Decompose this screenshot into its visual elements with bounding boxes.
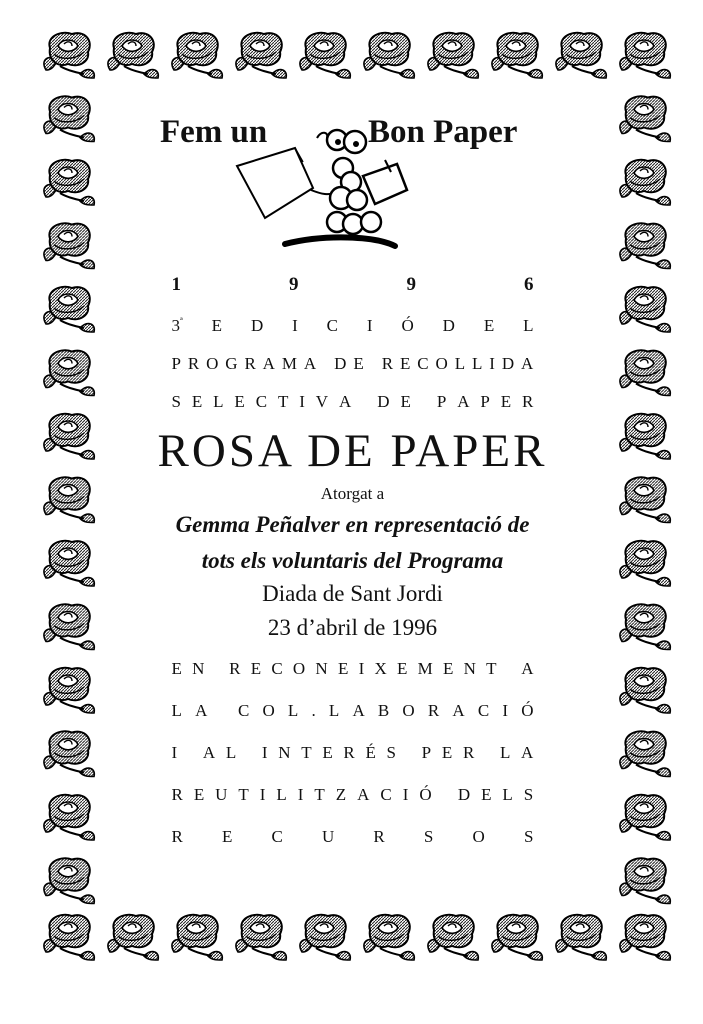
rose-icon	[620, 731, 670, 776]
rose-icon	[556, 915, 606, 960]
year-char: 1	[171, 274, 181, 295]
recognition-char: T	[314, 785, 325, 805]
recognition-char: R	[462, 743, 475, 763]
recognition-char	[443, 785, 447, 805]
edition-line	[172, 316, 534, 336]
rose-icon	[620, 858, 670, 903]
rose-icon	[492, 915, 542, 960]
selective-char: E	[400, 392, 411, 411]
rose-icon	[44, 477, 94, 522]
program-char: O	[435, 354, 448, 373]
edition-char: C	[326, 316, 339, 335]
program-char: G	[225, 354, 238, 373]
rose-icon	[428, 915, 478, 960]
recognition-char: P	[421, 743, 432, 763]
recognition-char: E	[250, 659, 262, 679]
rose-icon	[300, 33, 350, 78]
rose-icon	[620, 223, 670, 268]
recognition-line	[172, 827, 534, 847]
recognition-char: I	[502, 701, 509, 721]
recognition-char: L	[287, 701, 299, 721]
program-char: I	[489, 354, 495, 373]
recognition-char: S	[423, 827, 434, 847]
rose-icon	[364, 915, 414, 960]
recognition-char	[221, 701, 225, 721]
recognition-char: O	[262, 701, 275, 721]
logo	[125, 108, 580, 258]
program-char: O	[206, 354, 219, 373]
recognition-char: U	[322, 827, 335, 847]
rose-icon	[172, 915, 222, 960]
program-char: M	[281, 354, 297, 373]
recognition-line	[172, 743, 534, 763]
recognition-char: E	[481, 785, 492, 805]
recognition-char: R	[373, 827, 385, 847]
recognition-line	[172, 659, 534, 679]
rose-icon	[44, 287, 94, 332]
program-char: L	[454, 354, 466, 373]
recognition-char: T	[238, 785, 249, 805]
recognition-char: B	[377, 701, 390, 721]
year-char: 6	[524, 274, 534, 295]
recognition-char: A	[195, 701, 208, 721]
rose-icon	[44, 541, 94, 586]
recognition-char: C	[477, 701, 490, 721]
event-date: 23 d’abril de 1996	[267, 615, 438, 641]
recognition-char: I	[171, 743, 178, 763]
recognition-char: Z	[335, 785, 347, 805]
recognition-char: U	[215, 785, 228, 805]
recognition-char: S	[523, 827, 534, 847]
recognition-char: E	[337, 659, 349, 679]
selective-char	[362, 392, 366, 412]
edition-char: Ó	[401, 316, 414, 335]
recognition-char: C	[380, 785, 392, 805]
recognition-char: L	[499, 743, 511, 763]
rose-icon	[44, 731, 94, 776]
rose-icon	[44, 858, 94, 903]
recognition-char: T	[486, 659, 497, 679]
edition-ordinal: ª	[180, 316, 183, 328]
recognition-char: N	[463, 659, 476, 679]
program-char: C	[417, 354, 429, 373]
recognition-char	[485, 743, 489, 763]
recognition-char: R	[171, 785, 183, 805]
program-char: P	[171, 354, 181, 373]
program-char	[371, 354, 375, 374]
recognition-char: S	[386, 743, 397, 763]
recognition-char: L	[171, 701, 182, 721]
selective-char: P	[436, 392, 447, 411]
recognition-char	[247, 743, 251, 763]
recognition-char: C	[271, 827, 283, 847]
year-line	[172, 274, 534, 296]
recognition-char: R	[171, 827, 183, 847]
recognition-char: E	[396, 659, 408, 679]
program-char: D	[334, 354, 347, 373]
rose-icon	[620, 160, 670, 205]
recognition-char: É	[365, 743, 376, 763]
rose-icon	[364, 33, 414, 78]
recognition-char: I	[261, 743, 268, 763]
recognition-char: E	[441, 743, 453, 763]
selective-char: E	[500, 392, 512, 411]
rose-icon	[44, 160, 94, 205]
recognition-char: A	[357, 785, 370, 805]
rose-icon	[44, 223, 94, 268]
recognition-char: E	[221, 827, 233, 847]
recognition-char: I	[297, 785, 304, 805]
edition-number: 3ª	[171, 316, 183, 335]
recognition-char: Ó	[521, 701, 534, 721]
recognition-char: A	[202, 743, 216, 763]
selective-char: T	[277, 392, 289, 411]
logo-text-left: Fem un	[160, 114, 268, 150]
recognition-char: E	[322, 743, 333, 763]
rose-icon	[108, 33, 158, 78]
edition-char: D	[442, 316, 455, 335]
certificate-title: ROSA DE PAPER	[157, 425, 548, 477]
selective-char: E	[234, 392, 245, 411]
logo-text-right: Bon Paper	[368, 114, 518, 150]
selective-char	[422, 392, 426, 412]
rose-icon	[44, 604, 94, 649]
selective-char: L	[213, 392, 224, 411]
selective-char: S	[171, 392, 181, 411]
year-char: 9	[406, 274, 416, 295]
rose-icon	[300, 915, 350, 960]
selective-char: C	[255, 392, 268, 411]
program-char: E	[400, 354, 411, 373]
edition-char: D	[250, 316, 264, 335]
recognition-char: X	[374, 659, 387, 679]
program-char: R	[381, 354, 394, 373]
program-char: R	[244, 354, 256, 373]
recognition-line	[172, 785, 534, 805]
recognition-char: E	[171, 659, 182, 679]
recognition-char: S	[523, 785, 534, 805]
program-char: L	[471, 354, 483, 373]
rose-icon	[620, 33, 670, 78]
recognition-char: L	[328, 701, 340, 721]
edition-char: I	[292, 316, 298, 335]
rose-icon	[620, 541, 670, 586]
rose-icon	[620, 795, 670, 840]
recognition-char: N	[192, 659, 205, 679]
awarded-label: Atorgat a	[320, 483, 385, 503]
selective-line	[172, 392, 534, 412]
recognition-char: R	[427, 701, 440, 721]
recognition-char: C	[271, 659, 283, 679]
year-char: 9	[289, 274, 299, 295]
recognition-char: A	[352, 701, 365, 721]
certificate-body	[125, 108, 580, 898]
rose-icon	[620, 287, 670, 332]
rose-icon	[172, 33, 222, 78]
recognition-char: L	[502, 785, 513, 805]
rose-icon	[236, 915, 286, 960]
edition-char: E	[211, 316, 223, 335]
recognition-line	[172, 701, 534, 721]
rose-icon	[556, 33, 606, 78]
selective-char: V	[315, 392, 329, 411]
rose-icon	[108, 915, 158, 960]
recognition-char: .	[311, 701, 316, 721]
program-char: A	[262, 354, 275, 373]
recognition-char	[215, 659, 219, 679]
selective-char: P	[480, 392, 490, 411]
rose-icon	[492, 33, 542, 78]
recipient-line-2: tots els voluntaris del Programa	[201, 547, 504, 573]
recognition-char: L	[276, 785, 287, 805]
rose-icon	[44, 96, 94, 141]
selective-char: E	[191, 392, 203, 411]
edition-char: I	[366, 316, 373, 335]
recognition-char: R	[229, 659, 241, 679]
rose-icon	[236, 33, 286, 78]
recognition-char: A	[521, 659, 534, 679]
recipient-line-1: Gemma Peñalver en representació de	[175, 511, 530, 537]
rose-icon	[620, 604, 670, 649]
recognition-char: R	[343, 743, 355, 763]
rose-icon	[428, 33, 478, 78]
rose-icon	[620, 96, 670, 141]
recognition-char	[407, 743, 411, 763]
recognition-char: D	[457, 785, 471, 805]
selective-char: A	[457, 392, 470, 411]
recognition-char: O	[292, 659, 306, 679]
recognition-char: E	[193, 785, 205, 805]
rose-icon	[44, 33, 94, 78]
edition-char: E	[483, 316, 495, 335]
rose-icon	[620, 350, 670, 395]
rose-icon	[44, 350, 94, 395]
program-line	[172, 354, 534, 374]
rose-icon	[44, 795, 94, 840]
recognition-char	[188, 743, 192, 763]
recognition-char: N	[278, 743, 291, 763]
program-char: D	[501, 354, 515, 373]
recognition-char: I	[358, 659, 365, 679]
recognition-char	[507, 659, 511, 679]
program-char: A	[303, 354, 317, 373]
recognition-char: O	[402, 701, 415, 721]
rose-icon	[620, 668, 670, 713]
recognition-char: N	[315, 659, 328, 679]
selective-char: D	[377, 392, 390, 411]
recognition-char: L	[225, 743, 237, 763]
recognition-char: A	[452, 701, 465, 721]
rose-icon	[620, 915, 670, 960]
recognition-char: O	[472, 827, 485, 847]
selective-char: I	[299, 392, 305, 411]
recognition-char: Ó	[419, 785, 432, 805]
event-name: Diada de Sant Jordi	[262, 581, 443, 607]
program-char: E	[353, 354, 364, 373]
rose-icon	[44, 915, 94, 960]
recognition-char: E	[442, 659, 454, 679]
rose-icon	[44, 668, 94, 713]
edition-char: L	[523, 316, 534, 335]
program-char: A	[520, 354, 534, 373]
recognition-text	[125, 659, 580, 847]
recognition-char: A	[521, 743, 534, 763]
rose-icon	[620, 414, 670, 459]
selective-char: R	[522, 392, 534, 411]
rose-icon	[44, 414, 94, 459]
recognition-char: I	[259, 785, 266, 805]
rose-icon	[620, 477, 670, 522]
program-char	[323, 354, 327, 374]
recognition-char: C	[237, 701, 250, 721]
program-char: R	[187, 354, 200, 373]
recognition-char: T	[301, 743, 312, 763]
recognition-char: M	[417, 659, 433, 679]
selective-char: A	[338, 392, 352, 411]
recognition-char: I	[402, 785, 409, 805]
